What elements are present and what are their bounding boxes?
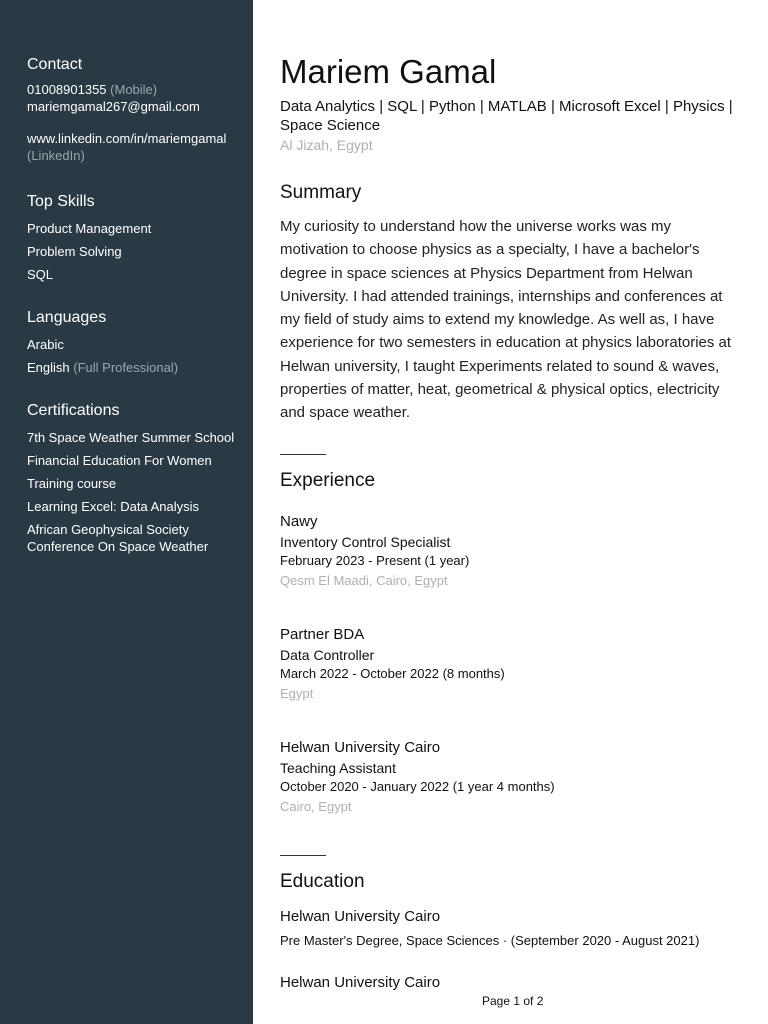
education-title: Education	[280, 871, 365, 892]
job-dates: March 2022 - October 2022 (8 months)	[280, 666, 505, 681]
job-location: Egypt	[280, 686, 314, 701]
email-link[interactable]: mariemgamal267@gmail.com	[27, 99, 200, 114]
linkedin-link[interactable]: www.linkedin.com/in/mariemgamal	[27, 131, 227, 146]
job-role: Data Controller	[280, 647, 375, 663]
person-name: Mariem Gamal	[280, 53, 497, 90]
certification-item: 7th Space Weather Summer School	[27, 430, 235, 445]
phone-line	[27, 81, 247, 98]
page-number: Page 1 of 2	[482, 994, 544, 1008]
job-location: Cairo, Egypt	[280, 799, 352, 814]
company-name: Nawy	[280, 513, 318, 530]
certifications-section	[27, 401, 247, 555]
certification-item: Training course	[27, 476, 117, 491]
phone-number[interactable]: 01008901355	[27, 82, 107, 97]
experience-entry	[280, 738, 750, 815]
skill-item: SQL	[27, 267, 54, 282]
certification-item: African Geophysical Society Conference On Space Weather	[27, 522, 209, 554]
contact-title: Contact	[27, 56, 83, 73]
contact-section	[27, 55, 247, 164]
skills-title: Top Skills	[27, 193, 95, 210]
skill-item: Problem Solving	[27, 244, 122, 259]
school-name: Helwan University Cairo	[280, 908, 441, 925]
section-divider	[280, 855, 326, 856]
job-location: Qesm El Maadi, Cairo, Egypt	[280, 573, 448, 588]
headline: Data Analytics | SQL | Python | MATLAB | Microsoft Excel | Physics | Space Science	[280, 98, 733, 134]
language-level: (Full Professional)	[73, 360, 179, 375]
job-dates: October 2020 - January 2022 (1 year 4 months)	[280, 779, 555, 794]
languages-section	[27, 308, 247, 376]
certification-item: Learning Excel: Data Analysis	[27, 499, 199, 514]
school-name: Helwan University Cairo	[280, 974, 441, 991]
skills-section	[27, 192, 247, 283]
company-name: Partner BDA	[280, 626, 365, 643]
experience-title: Experience	[280, 470, 376, 491]
phone-type: (Mobile)	[110, 82, 158, 97]
language-item	[27, 359, 247, 376]
job-role: Teaching Assistant	[280, 760, 396, 776]
language-item	[27, 336, 247, 353]
section-divider	[280, 454, 326, 455]
certification-item: Financial Education For Women	[27, 453, 212, 468]
experience-entry	[280, 625, 750, 702]
job-dates: February 2023 - Present (1 year)	[280, 553, 470, 568]
location: Al Jizah, Egypt	[280, 137, 373, 153]
skill-item: Product Management	[27, 221, 152, 236]
summary-title: Summary	[280, 182, 362, 203]
degree-text: Pre Master's Degree, Space Sciences · (September 2020 - August 2021)	[280, 933, 700, 948]
languages-title: Languages	[27, 309, 107, 326]
summary-text: My curiosity to understand how the universe works was my motivation to choose physics as a specialty, I have a bachelor's degree in space sciences at Physics Department from Helwan University. I had attended trainings, internships and conferences at my field of study aims to extend my knowledge. As well as, I have experience for two semesters in education at physics laboratories at Helwan university, I taught Experiments related to sound & waves, properties of matter, heat, geometrical & physical optics, electricity and space weather.	[280, 218, 732, 422]
linkedin-label: (LinkedIn)	[27, 148, 85, 163]
language-name: English	[27, 360, 70, 375]
certifications-title: Certifications	[27, 402, 120, 419]
experience-entry	[280, 512, 750, 589]
language-name: Arabic	[27, 337, 64, 352]
company-name: Helwan University Cairo	[280, 739, 441, 756]
sidebar	[0, 0, 253, 1024]
job-role: Inventory Control Specialist	[280, 534, 451, 550]
